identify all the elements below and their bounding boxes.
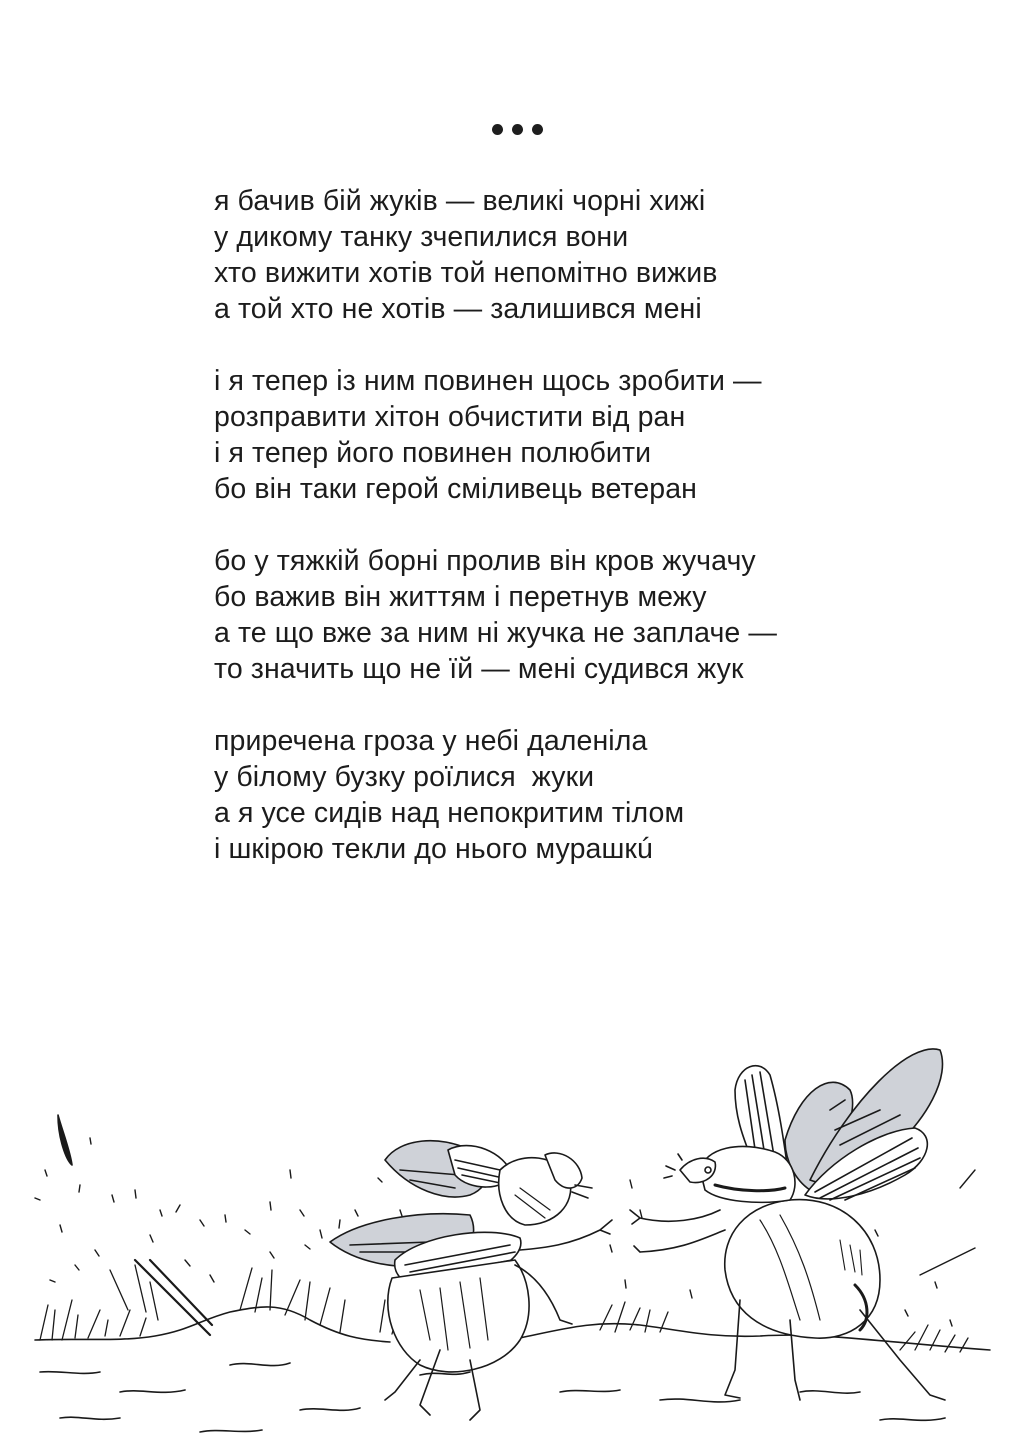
poem-line: розправити хітон обчистити від ран — [214, 401, 686, 433]
poem — [214, 183, 854, 903]
left-beetle-icon — [330, 1141, 612, 1420]
poem-line: і я тепер із ним повинен щось зробити — — [214, 365, 762, 397]
poem-line: у білому бузку роїлися жуки — [214, 761, 595, 793]
ornament-dot-icon — [492, 124, 503, 135]
stanza-1 — [214, 183, 854, 327]
poem-line: бо він таки герой сміливець ветеран — [214, 473, 698, 505]
ornament-dot-icon — [512, 124, 523, 135]
poem-line: бо важив він життям і перетнув межу — [214, 581, 707, 613]
right-beetle-icon — [630, 1049, 945, 1400]
poem-line: і шкірою текли до нього мурашкú — [214, 833, 653, 865]
poem-line: приречена гроза у небі даленіла — [214, 725, 648, 757]
poem-line: то значить що не їй — мені судився жук — [214, 653, 744, 685]
poem-line: а той хто не хотів — залишився мені — [214, 293, 702, 325]
seed-icon — [58, 1115, 72, 1165]
poem-line: бо у тяжкій борні пролив він кров жучачу — [214, 545, 756, 577]
poem-line: і я тепер його повинен полюбити — [214, 437, 652, 469]
section-break-ornament — [0, 124, 1035, 135]
ornament-dot-icon — [532, 124, 543, 135]
poem-line: у дикому танку зчепилися вони — [214, 221, 629, 253]
poem-line: а я усе сидів над непокритим тілом — [214, 797, 685, 829]
beetles-fight-illustration — [0, 1020, 1035, 1440]
stanza-2 — [214, 363, 854, 507]
poem-line: хто вижити хотів той непомітно вижив — [214, 257, 718, 289]
poem-line: я бачив бій жуків — великі чорні хижі — [214, 185, 706, 217]
stanza-3 — [214, 543, 854, 687]
stanza-4 — [214, 723, 854, 867]
poem-line: а те що вже за ним ні жучка не заплаче — — [214, 617, 777, 649]
